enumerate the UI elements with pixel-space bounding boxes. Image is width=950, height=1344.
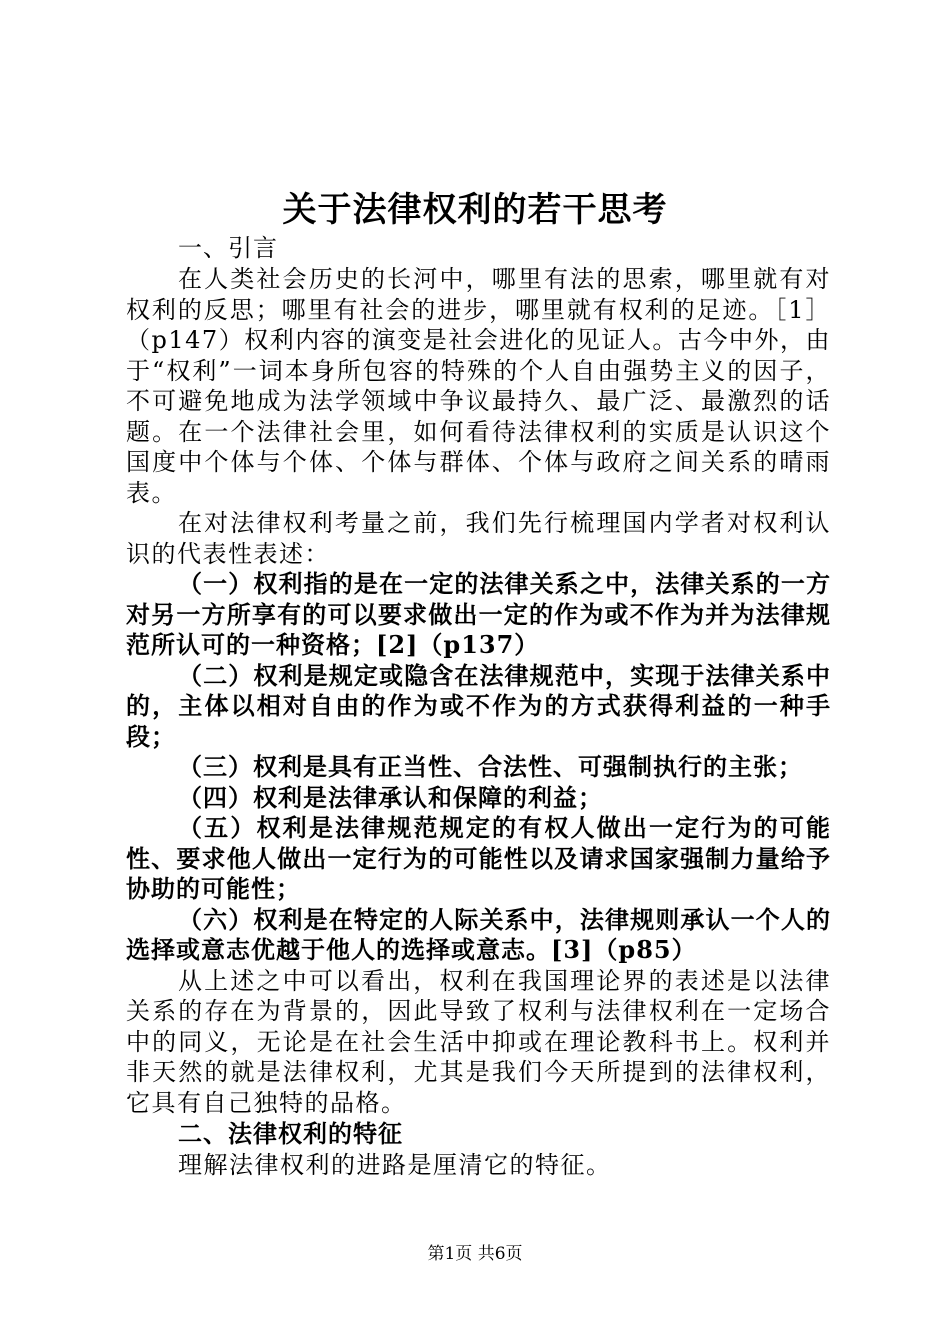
- section-heading-intro: 一、引言: [178, 234, 278, 262]
- intro-closing-paragraph: 从上述之中可以看出，权利在我国理论界的表述是以法律关系的存在为背景的，因此导致了权利与法律权利在一定场合中的同义，无论是在社会生活中抑或在理论教科书上。权利并非天然的就是法律权利，尤其是我们今天所提到的法律权利，它具有自己独特的品格。: [126, 966, 831, 1117]
- section-heading-features: 二、法律权利的特征: [178, 1119, 403, 1148]
- document-title: 关于法律权利的若干思考: [282, 190, 668, 230]
- intro-paragraph-2: 在对法律权利考量之前，我们先行梳理国内学者对权利认识的代表性表述：: [126, 509, 831, 568]
- definition-item-5: （五）权利是法律规范规定的有权人做出一定行为的可能性、要求他人做出一定行为的可能性以及请求国家强制力量给予协助的可能性；: [126, 813, 831, 903]
- document-body: [126, 232, 831, 1181]
- definition-item-2: （二）权利是规定或隐含在法律规范中，实现于法律关系中的，主体以相对自由的作为或不作为的方式获得利益的一种手段；: [126, 660, 831, 751]
- definition-item-1: （一）权利指的是在一定的法律关系之中，法律关系的一方对另一方所享有的可以要求做出一定的作为或不作为并为法律规范所认可的一种资格；[2]（p137）: [126, 569, 831, 659]
- intro-paragraph-1: 在人类社会历史的长河中，哪里有法的思索，哪里就有对权利的反思；哪里有社会的进步，哪里就有权利的足迹。［1］（p147）权利内容的演变是社会进化的见证人。古今中外，由于“权利”一词本身所包容的特殊的个人自由强势主义的因子，不可避免地成为法学领域中争议最持久、最广泛、最激烈的话题。在一个法律社会里，如何看待法律权利的实质是认识这个国度中个体与个体、个体与群体、个体与政府之间关系的晴雨表。: [126, 265, 831, 507]
- definition-item-6: （六）权利是在特定的人际关系中，法律规则承认一个人的选择或意志优越于他人的选择或意志。[3]（p85）: [126, 904, 831, 964]
- page-number-footer: 第1页 共6页: [427, 1244, 523, 1264]
- definition-item-3: （三）权利是具有正当性、合法性、可强制执行的主张；: [178, 752, 803, 781]
- features-paragraph: 理解法律权利的进路是厘清它的特征。: [178, 1151, 612, 1179]
- definition-item-4: （四）权利是法律承认和保障的利益；: [178, 782, 603, 812]
